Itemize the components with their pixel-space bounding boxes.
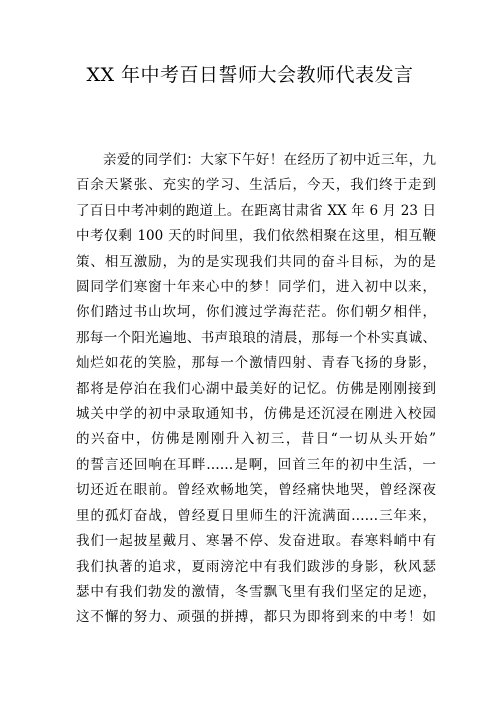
paragraph-line: 你们踏过书山坎坷，你们渡过学海茫茫。你们朝夕相伴， bbox=[76, 304, 436, 321]
paragraph-line: 那每一个阳光遍地、书声琅琅的清晨，那每一个朴实真诚、 bbox=[76, 329, 436, 346]
paragraph-line: 的兴奋中，仿佛是刚刚升入初三，昔日“一切从头开始” bbox=[76, 431, 436, 448]
paragraph-line: 都将是停泊在我们心湖中最美好的记忆。仿佛是刚刚接到 bbox=[76, 380, 436, 397]
paragraph-line: 这不懈的努力、顽强的拼搏，都只为即将到来的中考！如 bbox=[76, 609, 436, 626]
paragraph-line: 切还近在眼前。曾经欢畅地笑，曾经痛快地哭，曾经深夜 bbox=[76, 482, 436, 499]
paragraph-line: 圆同学们寒窗十年来心中的梦！同学们，进入初中以来， bbox=[76, 279, 436, 296]
paragraph-line: 城关中学的初中录取通知书，仿佛是还沉浸在刚进入校园 bbox=[76, 406, 436, 423]
paragraph-line: 百余天紧张、充实的学习、生活后，今天，我们终于走到 bbox=[76, 177, 436, 194]
speech-paragraph bbox=[76, 148, 436, 631]
paragraph-line: 我们执著的追求，夏雨滂沱中有我们跋涉的身影，秋风瑟 bbox=[76, 558, 436, 575]
paragraph-line: 亲爱的同学们：大家下午好！在经历了初中近三年，九 bbox=[103, 152, 436, 168]
document-title: XX 年中考百日誓师大会教师代表发言 bbox=[86, 64, 414, 86]
paragraph-line: 的誓言还回响在耳畔……是啊，回首三年的初中生活，一 bbox=[76, 456, 436, 473]
paragraph-line: 我们一起披星戴月、寒暑不停、发奋进取。春寒料峭中有 bbox=[76, 533, 436, 550]
paragraph-line: 灿烂如花的笑脸，那每一个激情四射、青春飞扬的身影， bbox=[76, 355, 436, 372]
paragraph-line: 里的孤灯奋战，曾经夏日里师生的汗流满面……三年来， bbox=[76, 507, 436, 524]
paragraph-line: 了百日中考冲刺的跑道上。在距离甘肃省 XX 年 6 月 23 日 bbox=[76, 202, 436, 219]
paragraph-line: 策、相互激励，为的是实现我们共同的奋斗目标，为的是 bbox=[76, 253, 436, 270]
paragraph-line: 瑟中有我们勃发的激情，冬雪飘飞里有我们坚定的足迹， bbox=[76, 583, 436, 600]
paragraph-line: 中考仅剩 100 天的时间里，我们依然相聚在这里，相互鞭 bbox=[76, 228, 436, 245]
